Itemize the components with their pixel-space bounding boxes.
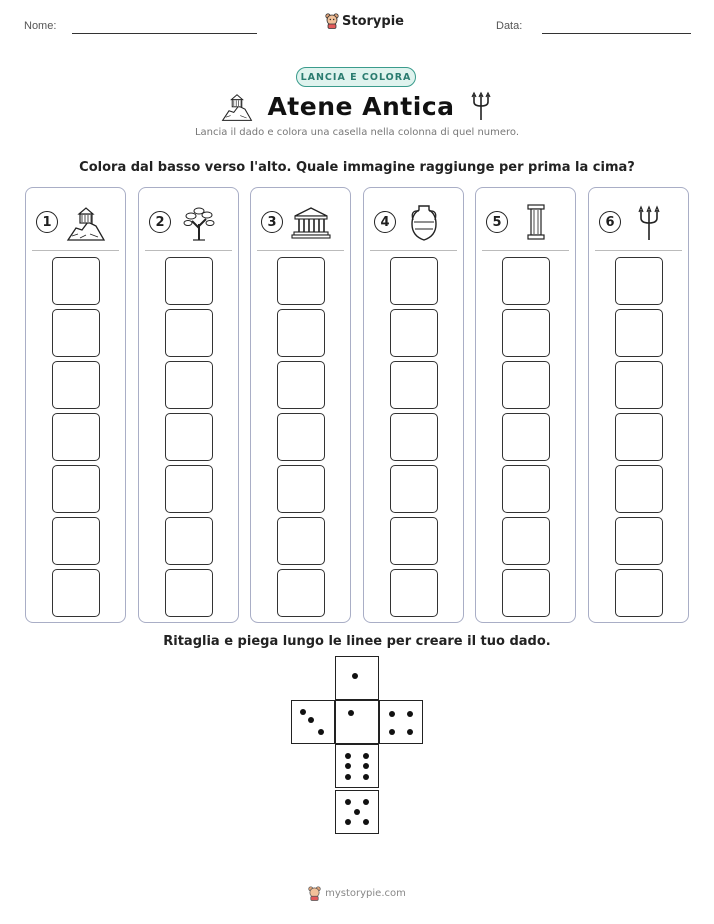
die-face-one: [335, 656, 379, 700]
color-box[interactable]: [52, 413, 100, 461]
bear-icon: [325, 13, 339, 29]
color-box[interactable]: [277, 465, 325, 513]
color-box[interactable]: [52, 257, 100, 305]
color-box[interactable]: [52, 569, 100, 617]
trident-icon: [629, 202, 669, 242]
color-box[interactable]: [615, 465, 663, 513]
pip: [345, 753, 351, 759]
color-box[interactable]: [165, 257, 213, 305]
pip: [407, 711, 413, 717]
column-icon: [516, 202, 556, 242]
color-box[interactable]: [277, 413, 325, 461]
column-number: 4: [374, 211, 396, 233]
color-box[interactable]: [615, 361, 663, 409]
race-column-4: [363, 187, 464, 623]
column-header: [486, 202, 566, 242]
name-line[interactable]: [72, 33, 257, 34]
color-box[interactable]: [615, 309, 663, 357]
storypie-logo: [325, 13, 404, 29]
color-box[interactable]: [277, 361, 325, 409]
color-box[interactable]: [277, 517, 325, 565]
olive-tree-icon: [179, 202, 219, 242]
column-divider: [145, 250, 232, 251]
activity-badge: LANCIA E COLORA: [296, 67, 416, 87]
die-face-four: [379, 700, 423, 744]
column-number: 5: [486, 211, 508, 233]
color-box[interactable]: [52, 361, 100, 409]
column-number: 3: [261, 211, 283, 233]
color-box[interactable]: [165, 569, 213, 617]
race-column-1: [25, 187, 126, 623]
pip: [308, 717, 314, 723]
date-line[interactable]: [542, 33, 691, 34]
pip: [363, 753, 369, 759]
amphora-icon: [404, 202, 444, 242]
race-column-2: [138, 187, 239, 623]
color-box[interactable]: [165, 465, 213, 513]
trident-icon: [469, 91, 493, 121]
color-box[interactable]: [502, 465, 550, 513]
color-box[interactable]: [277, 569, 325, 617]
color-box[interactable]: [615, 569, 663, 617]
color-box[interactable]: [165, 517, 213, 565]
footer-url[interactable]: mystorypie.com: [325, 888, 406, 899]
color-box[interactable]: [52, 517, 100, 565]
brand-name: Storypie: [342, 13, 404, 29]
bear-icon: [308, 886, 321, 901]
color-box[interactable]: [277, 309, 325, 357]
column-divider: [595, 250, 682, 251]
title-row: [0, 90, 714, 122]
pip: [363, 774, 369, 780]
color-box[interactable]: [390, 309, 438, 357]
race-column-5: [475, 187, 576, 623]
column-header: [599, 202, 679, 242]
pip: [345, 763, 351, 769]
die-face-three: [291, 700, 335, 744]
pip: [354, 809, 360, 815]
instruction-text: Colora dal basso verso l'alto. Quale immagine raggiunge per prima la cima?: [79, 160, 635, 175]
color-box[interactable]: [502, 517, 550, 565]
pip: [389, 711, 395, 717]
pip: [318, 729, 324, 735]
pip: [345, 774, 351, 780]
pip: [345, 799, 351, 805]
column-divider: [370, 250, 457, 251]
column-header: [36, 202, 116, 242]
color-box[interactable]: [502, 257, 550, 305]
color-box[interactable]: [502, 309, 550, 357]
die-face-one: [335, 700, 379, 744]
color-box[interactable]: [390, 413, 438, 461]
pip: [407, 729, 413, 735]
parthenon-icon: [291, 202, 331, 242]
color-box[interactable]: [165, 413, 213, 461]
footer: [0, 886, 714, 901]
cut-instruction: Ritaglia e piega lungo le linee per creare il tuo dado.: [163, 634, 551, 649]
color-box[interactable]: [390, 361, 438, 409]
color-box[interactable]: [52, 309, 100, 357]
die-face-six: [335, 744, 379, 788]
column-divider: [257, 250, 344, 251]
color-box[interactable]: [52, 465, 100, 513]
color-box[interactable]: [615, 517, 663, 565]
color-box[interactable]: [502, 413, 550, 461]
color-box[interactable]: [390, 569, 438, 617]
race-column-6: [588, 187, 689, 623]
color-box[interactable]: [390, 257, 438, 305]
color-box[interactable]: [277, 257, 325, 305]
column-header: [149, 202, 229, 242]
race-column-3: [250, 187, 351, 623]
column-divider: [482, 250, 569, 251]
pip: [348, 710, 354, 716]
color-box[interactable]: [615, 257, 663, 305]
color-box[interactable]: [615, 413, 663, 461]
date-label: Data:: [496, 20, 523, 32]
die-face-five: [335, 790, 379, 834]
pip: [345, 819, 351, 825]
color-box[interactable]: [502, 361, 550, 409]
pip: [363, 799, 369, 805]
column-number: 6: [599, 211, 621, 233]
column-number: 2: [149, 211, 171, 233]
pip: [352, 673, 358, 679]
acropolis-icon: [66, 202, 106, 242]
color-box[interactable]: [165, 361, 213, 409]
pip: [300, 709, 306, 715]
pip: [363, 819, 369, 825]
page-title: Atene Antica: [267, 91, 455, 121]
color-box[interactable]: [502, 569, 550, 617]
acropolis-icon: [221, 90, 253, 122]
pip: [363, 763, 369, 769]
color-box[interactable]: [390, 465, 438, 513]
subtitle: Lancia il dado e colora una casella nella colonna di quel numero.: [194, 127, 520, 138]
name-label: Nome:: [24, 20, 57, 32]
color-box[interactable]: [390, 517, 438, 565]
pip: [389, 729, 395, 735]
color-box[interactable]: [165, 309, 213, 357]
column-header: [374, 202, 454, 242]
column-divider: [32, 250, 119, 251]
column-header: [261, 202, 341, 242]
column-number: 1: [36, 211, 58, 233]
